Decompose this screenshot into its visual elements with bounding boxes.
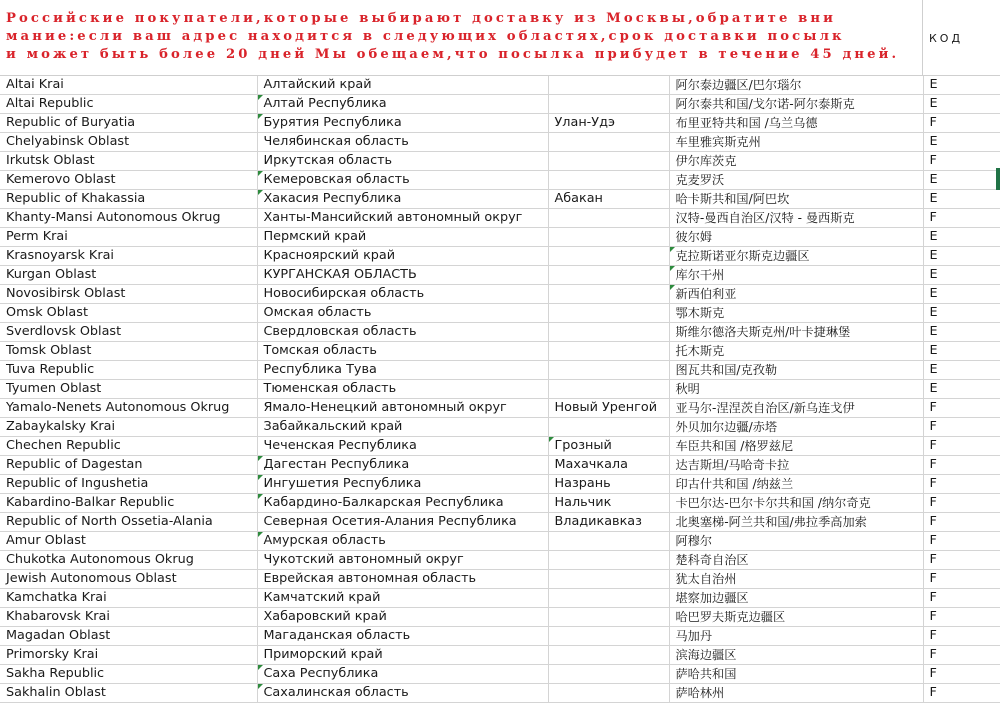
- table-row: [0, 494, 1000, 513]
- delivery-notice[interactable]: Российские покупатели,которые выбирают доставку из Москвы,обратите вни мание:если ваш адрес находится в следующих областях,срок доставки посылк и может быть более 20 дней Мы обещаем,что посылка прибудет в течение 45 дней.: [0, 0, 923, 75]
- english-name-cell[interactable]: Altai Krai: [0, 76, 257, 95]
- english-name-cell[interactable]: Republic of Dagestan: [0, 456, 257, 475]
- chinese-name-cell[interactable]: 汉特-曼西自治区/汉特 - 曼西斯克: [669, 209, 923, 228]
- english-name-cell[interactable]: Kemerovo Oblast: [0, 171, 257, 190]
- russian-name-cell[interactable]: Иркутская область: [257, 152, 548, 171]
- code-cell[interactable]: F: [923, 627, 1000, 646]
- english-name-cell[interactable]: Chechen Republic: [0, 437, 257, 456]
- russian-name-cell[interactable]: Алтайский край: [257, 76, 548, 95]
- chinese-name-cell[interactable]: 阿尔泰边疆区/巴尔瑙尔: [669, 76, 923, 95]
- table-row: [0, 95, 1000, 114]
- table-row: [0, 665, 1000, 684]
- table-row: [0, 380, 1000, 399]
- table-row: [0, 456, 1000, 475]
- chinese-name-cell[interactable]: 萨哈林州: [669, 684, 923, 703]
- russian-name-cell[interactable]: Красноярский край: [257, 247, 548, 266]
- russian-name-cell[interactable]: Северная Осетия-Алания Республика: [257, 513, 548, 532]
- code-cell[interactable]: F: [923, 152, 1000, 171]
- table-row: [0, 342, 1000, 361]
- russian-name-cell[interactable]: Тюменская область: [257, 380, 548, 399]
- table-row: [0, 247, 1000, 266]
- russian-name-cell[interactable]: Хакасия Республика: [257, 190, 548, 209]
- table-row: [0, 304, 1000, 323]
- code-cell[interactable]: F: [923, 608, 1000, 627]
- city-cell[interactable]: Грозный: [548, 437, 669, 456]
- table-row: [0, 133, 1000, 152]
- code-cell[interactable]: F: [923, 437, 1000, 456]
- russian-name-cell[interactable]: Новосибирская область: [257, 285, 548, 304]
- table-row: [0, 285, 1000, 304]
- table-row: [0, 266, 1000, 285]
- english-name-cell[interactable]: Khabarovsk Krai: [0, 608, 257, 627]
- code-cell[interactable]: E: [923, 76, 1000, 95]
- russian-name-cell[interactable]: Амурская область: [257, 532, 548, 551]
- city-cell[interactable]: [548, 152, 669, 171]
- chinese-name-cell[interactable]: 哈巴罗夫斯克边疆区: [669, 608, 923, 627]
- chinese-name-cell[interactable]: 阿尔泰共和国/戈尔诺-阿尔泰斯克: [669, 95, 923, 114]
- russian-name-cell[interactable]: Дагестан Республика: [257, 456, 548, 475]
- code-cell[interactable]: E: [923, 361, 1000, 380]
- code-cell[interactable]: E: [923, 304, 1000, 323]
- city-cell[interactable]: Абакан: [548, 190, 669, 209]
- chinese-name-cell[interactable]: 哈卡斯共和国/阿巴坎: [669, 190, 923, 209]
- chinese-name-cell[interactable]: 伊尔库茨克: [669, 152, 923, 171]
- header-row: [0, 0, 1000, 76]
- table-row: [0, 475, 1000, 494]
- chinese-name-cell[interactable]: 布里亚特共和国 /乌兰乌德: [669, 114, 923, 133]
- english-name-cell[interactable]: Kabardino-Balkar Republic: [0, 494, 257, 513]
- code-cell[interactable]: E: [923, 95, 1000, 114]
- chinese-name-cell[interactable]: 堪察加边疆区: [669, 589, 923, 608]
- table-row: [0, 589, 1000, 608]
- english-name-cell[interactable]: Amur Oblast: [0, 532, 257, 551]
- russian-name-cell[interactable]: Ямало-Ненецкий автономный округ: [257, 399, 548, 418]
- russian-name-cell[interactable]: Чукотский автономный округ: [257, 551, 548, 570]
- city-cell[interactable]: [548, 228, 669, 247]
- english-name-cell[interactable]: Chelyabinsk Oblast: [0, 133, 257, 152]
- english-name-cell[interactable]: Zabaykalsky Krai: [0, 418, 257, 437]
- chinese-name-cell[interactable]: 克麦罗沃: [669, 171, 923, 190]
- russian-name-cell[interactable]: Забайкальский край: [257, 418, 548, 437]
- english-name-cell[interactable]: Perm Krai: [0, 228, 257, 247]
- table-row: [0, 551, 1000, 570]
- table-row: [0, 76, 1000, 95]
- table-row: [0, 608, 1000, 627]
- english-name-cell[interactable]: Omsk Oblast: [0, 304, 257, 323]
- russian-name-cell[interactable]: Хабаровский край: [257, 608, 548, 627]
- english-name-cell[interactable]: Republic of Khakassia: [0, 190, 257, 209]
- russian-name-cell[interactable]: Кабардино-Балкарская Республика: [257, 494, 548, 513]
- table-row: [0, 190, 1000, 209]
- chinese-name-cell[interactable]: 萨哈共和国: [669, 665, 923, 684]
- city-cell[interactable]: Улан-Удэ: [548, 114, 669, 133]
- code-cell[interactable]: E: [923, 380, 1000, 399]
- chinese-name-cell[interactable]: 秋明: [669, 380, 923, 399]
- code-cell[interactable]: F: [923, 646, 1000, 665]
- english-name-cell[interactable]: Republic of North Ossetia-Alania: [0, 513, 257, 532]
- english-name-cell[interactable]: Yamalo-Nenets Autonomous Okrug: [0, 399, 257, 418]
- code-cell[interactable]: F: [923, 456, 1000, 475]
- table-row: [0, 171, 1000, 190]
- city-cell[interactable]: [548, 418, 669, 437]
- english-name-cell[interactable]: Sakhalin Oblast: [0, 684, 257, 703]
- city-cell[interactable]: Владикавказ: [548, 513, 669, 532]
- russian-name-cell[interactable]: Бурятия Республика: [257, 114, 548, 133]
- table-row: [0, 209, 1000, 228]
- chinese-name-cell[interactable]: 图瓦共和国/克孜勒: [669, 361, 923, 380]
- table-row: [0, 323, 1000, 342]
- english-name-cell[interactable]: Kurgan Oblast: [0, 266, 257, 285]
- english-name-cell[interactable]: Tomsk Oblast: [0, 342, 257, 361]
- russian-name-cell[interactable]: КУРГАНСКАЯ ОБЛАСТЬ: [257, 266, 548, 285]
- english-name-cell[interactable]: Irkutsk Oblast: [0, 152, 257, 171]
- english-name-cell[interactable]: Chukotka Autonomous Okrug: [0, 551, 257, 570]
- chinese-name-cell[interactable]: 北奥塞梯-阿兰共和国/弗拉季高加索: [669, 513, 923, 532]
- code-cell[interactable]: F: [923, 399, 1000, 418]
- code-cell[interactable]: F: [923, 513, 1000, 532]
- chinese-name-cell[interactable]: 卡巴尔达-巴尔卡尔共和国 /纳尔奇克: [669, 494, 923, 513]
- english-name-cell[interactable]: Khanty-Mansi Autonomous Okrug: [0, 209, 257, 228]
- russian-name-cell[interactable]: Сахалинская область: [257, 684, 548, 703]
- english-name-cell[interactable]: Primorsky Krai: [0, 646, 257, 665]
- city-cell[interactable]: [548, 684, 669, 703]
- city-cell[interactable]: Новый Уренгой: [548, 399, 669, 418]
- code-cell[interactable]: F: [923, 532, 1000, 551]
- table-row: [0, 114, 1000, 133]
- city-cell[interactable]: [548, 646, 669, 665]
- chinese-name-cell[interactable]: 印古什共和国 /纳兹兰: [669, 475, 923, 494]
- city-cell[interactable]: [548, 323, 669, 342]
- regions-table: [0, 76, 1000, 703]
- table-row: [0, 361, 1000, 380]
- english-name-cell[interactable]: Republic of Ingushetia: [0, 475, 257, 494]
- code-cell[interactable]: E: [923, 247, 1000, 266]
- code-cell[interactable]: E: [923, 133, 1000, 152]
- table-row: [0, 399, 1000, 418]
- chinese-name-cell[interactable]: 克拉斯诺亚尔斯克边疆区: [669, 247, 923, 266]
- table-row: [0, 646, 1000, 665]
- table-row: [0, 532, 1000, 551]
- code-cell[interactable]: E: [923, 342, 1000, 361]
- russian-name-cell[interactable]: Свердловская область: [257, 323, 548, 342]
- chinese-name-cell[interactable]: 彼尔姆: [669, 228, 923, 247]
- city-cell[interactable]: [548, 342, 669, 361]
- chinese-name-cell[interactable]: 亚马尔-涅涅茨自治区/新乌连戈伊: [669, 399, 923, 418]
- city-cell[interactable]: [548, 133, 669, 152]
- city-cell[interactable]: [548, 209, 669, 228]
- city-cell[interactable]: [548, 570, 669, 589]
- code-cell[interactable]: F: [923, 475, 1000, 494]
- russian-name-cell[interactable]: Ханты-Мансийский автономный округ: [257, 209, 548, 228]
- chinese-name-cell[interactable]: 库尔干州: [669, 266, 923, 285]
- code-cell[interactable]: F: [923, 665, 1000, 684]
- chinese-name-cell[interactable]: 外贝加尔边疆/赤塔: [669, 418, 923, 437]
- chinese-name-cell[interactable]: 达吉斯坦/马哈奇卡拉: [669, 456, 923, 475]
- russian-name-cell[interactable]: Ингушетия Республика: [257, 475, 548, 494]
- code-cell[interactable]: E: [923, 171, 1000, 190]
- code-cell[interactable]: F: [923, 684, 1000, 703]
- code-cell[interactable]: E: [923, 323, 1000, 342]
- russian-name-cell[interactable]: Приморский край: [257, 646, 548, 665]
- russian-name-cell[interactable]: Чеченская Республика: [257, 437, 548, 456]
- code-cell[interactable]: E: [923, 190, 1000, 209]
- city-cell[interactable]: Махачкала: [548, 456, 669, 475]
- code-cell[interactable]: F: [923, 209, 1000, 228]
- russian-name-cell[interactable]: Республика Тува: [257, 361, 548, 380]
- code-cell[interactable]: F: [923, 551, 1000, 570]
- city-cell[interactable]: [548, 551, 669, 570]
- city-cell[interactable]: [548, 380, 669, 399]
- code-cell[interactable]: F: [923, 114, 1000, 133]
- russian-name-cell[interactable]: Еврейская автономная область: [257, 570, 548, 589]
- english-name-cell[interactable]: Sakha Republic: [0, 665, 257, 684]
- city-cell[interactable]: [548, 608, 669, 627]
- chinese-name-cell[interactable]: 车里雅宾斯克州: [669, 133, 923, 152]
- chinese-name-cell[interactable]: 阿穆尔: [669, 532, 923, 551]
- chinese-name-cell[interactable]: 托木斯克: [669, 342, 923, 361]
- code-cell[interactable]: F: [923, 494, 1000, 513]
- city-cell[interactable]: [548, 665, 669, 684]
- russian-name-cell[interactable]: Пермский край: [257, 228, 548, 247]
- english-name-cell[interactable]: Krasnoyarsk Krai: [0, 247, 257, 266]
- table-row: [0, 437, 1000, 456]
- chinese-name-cell[interactable]: 犹太自治州: [669, 570, 923, 589]
- english-name-cell[interactable]: Magadan Oblast: [0, 627, 257, 646]
- code-column-header[interactable]: КОД: [929, 32, 964, 45]
- city-cell[interactable]: [548, 589, 669, 608]
- city-cell[interactable]: [548, 247, 669, 266]
- code-cell[interactable]: F: [923, 570, 1000, 589]
- city-cell[interactable]: [548, 76, 669, 95]
- city-cell[interactable]: [548, 95, 669, 114]
- russian-name-cell[interactable]: Камчатский край: [257, 589, 548, 608]
- code-cell[interactable]: F: [923, 589, 1000, 608]
- english-name-cell[interactable]: Sverdlovsk Oblast: [0, 323, 257, 342]
- code-cell[interactable]: F: [923, 418, 1000, 437]
- code-cell[interactable]: E: [923, 266, 1000, 285]
- city-cell[interactable]: Назрань: [548, 475, 669, 494]
- city-cell[interactable]: [548, 171, 669, 190]
- chinese-name-cell[interactable]: 鄂木斯克: [669, 304, 923, 323]
- russian-name-cell[interactable]: Челябинская область: [257, 133, 548, 152]
- table-row: [0, 228, 1000, 247]
- table-row: [0, 152, 1000, 171]
- city-cell[interactable]: [548, 532, 669, 551]
- russian-name-cell[interactable]: Саха Республика: [257, 665, 548, 684]
- selection-marker: [996, 168, 1000, 190]
- english-name-cell[interactable]: Republic of Buryatia: [0, 114, 257, 133]
- city-cell[interactable]: [548, 266, 669, 285]
- chinese-name-cell[interactable]: 车臣共和国 /格罗兹尼: [669, 437, 923, 456]
- english-name-cell[interactable]: Kamchatka Krai: [0, 589, 257, 608]
- table-row: [0, 684, 1000, 703]
- russian-name-cell[interactable]: Магаданская область: [257, 627, 548, 646]
- russian-name-cell[interactable]: Алтай Республика: [257, 95, 548, 114]
- city-cell[interactable]: [548, 285, 669, 304]
- chinese-name-cell[interactable]: 楚科奇自治区: [669, 551, 923, 570]
- russian-name-cell[interactable]: Омская область: [257, 304, 548, 323]
- russian-name-cell[interactable]: Томская область: [257, 342, 548, 361]
- english-name-cell[interactable]: Tuva Republic: [0, 361, 257, 380]
- city-cell[interactable]: Нальчик: [548, 494, 669, 513]
- chinese-name-cell[interactable]: 滨海边疆区: [669, 646, 923, 665]
- chinese-name-cell[interactable]: 马加丹: [669, 627, 923, 646]
- table-row: [0, 418, 1000, 437]
- table-row: [0, 570, 1000, 589]
- table-row: [0, 627, 1000, 646]
- city-cell[interactable]: [548, 627, 669, 646]
- english-name-cell[interactable]: Altai Republic: [0, 95, 257, 114]
- chinese-name-cell[interactable]: 新西伯利亚: [669, 285, 923, 304]
- russian-name-cell[interactable]: Кемеровская область: [257, 171, 548, 190]
- table-row: [0, 513, 1000, 532]
- code-cell[interactable]: E: [923, 228, 1000, 247]
- english-name-cell[interactable]: Jewish Autonomous Oblast: [0, 570, 257, 589]
- english-name-cell[interactable]: Novosibirsk Oblast: [0, 285, 257, 304]
- chinese-name-cell[interactable]: 斯维尔德洛夫斯克州/叶卡捷琳堡: [669, 323, 923, 342]
- code-cell[interactable]: E: [923, 285, 1000, 304]
- city-cell[interactable]: [548, 304, 669, 323]
- city-cell[interactable]: [548, 361, 669, 380]
- english-name-cell[interactable]: Tyumen Oblast: [0, 380, 257, 399]
